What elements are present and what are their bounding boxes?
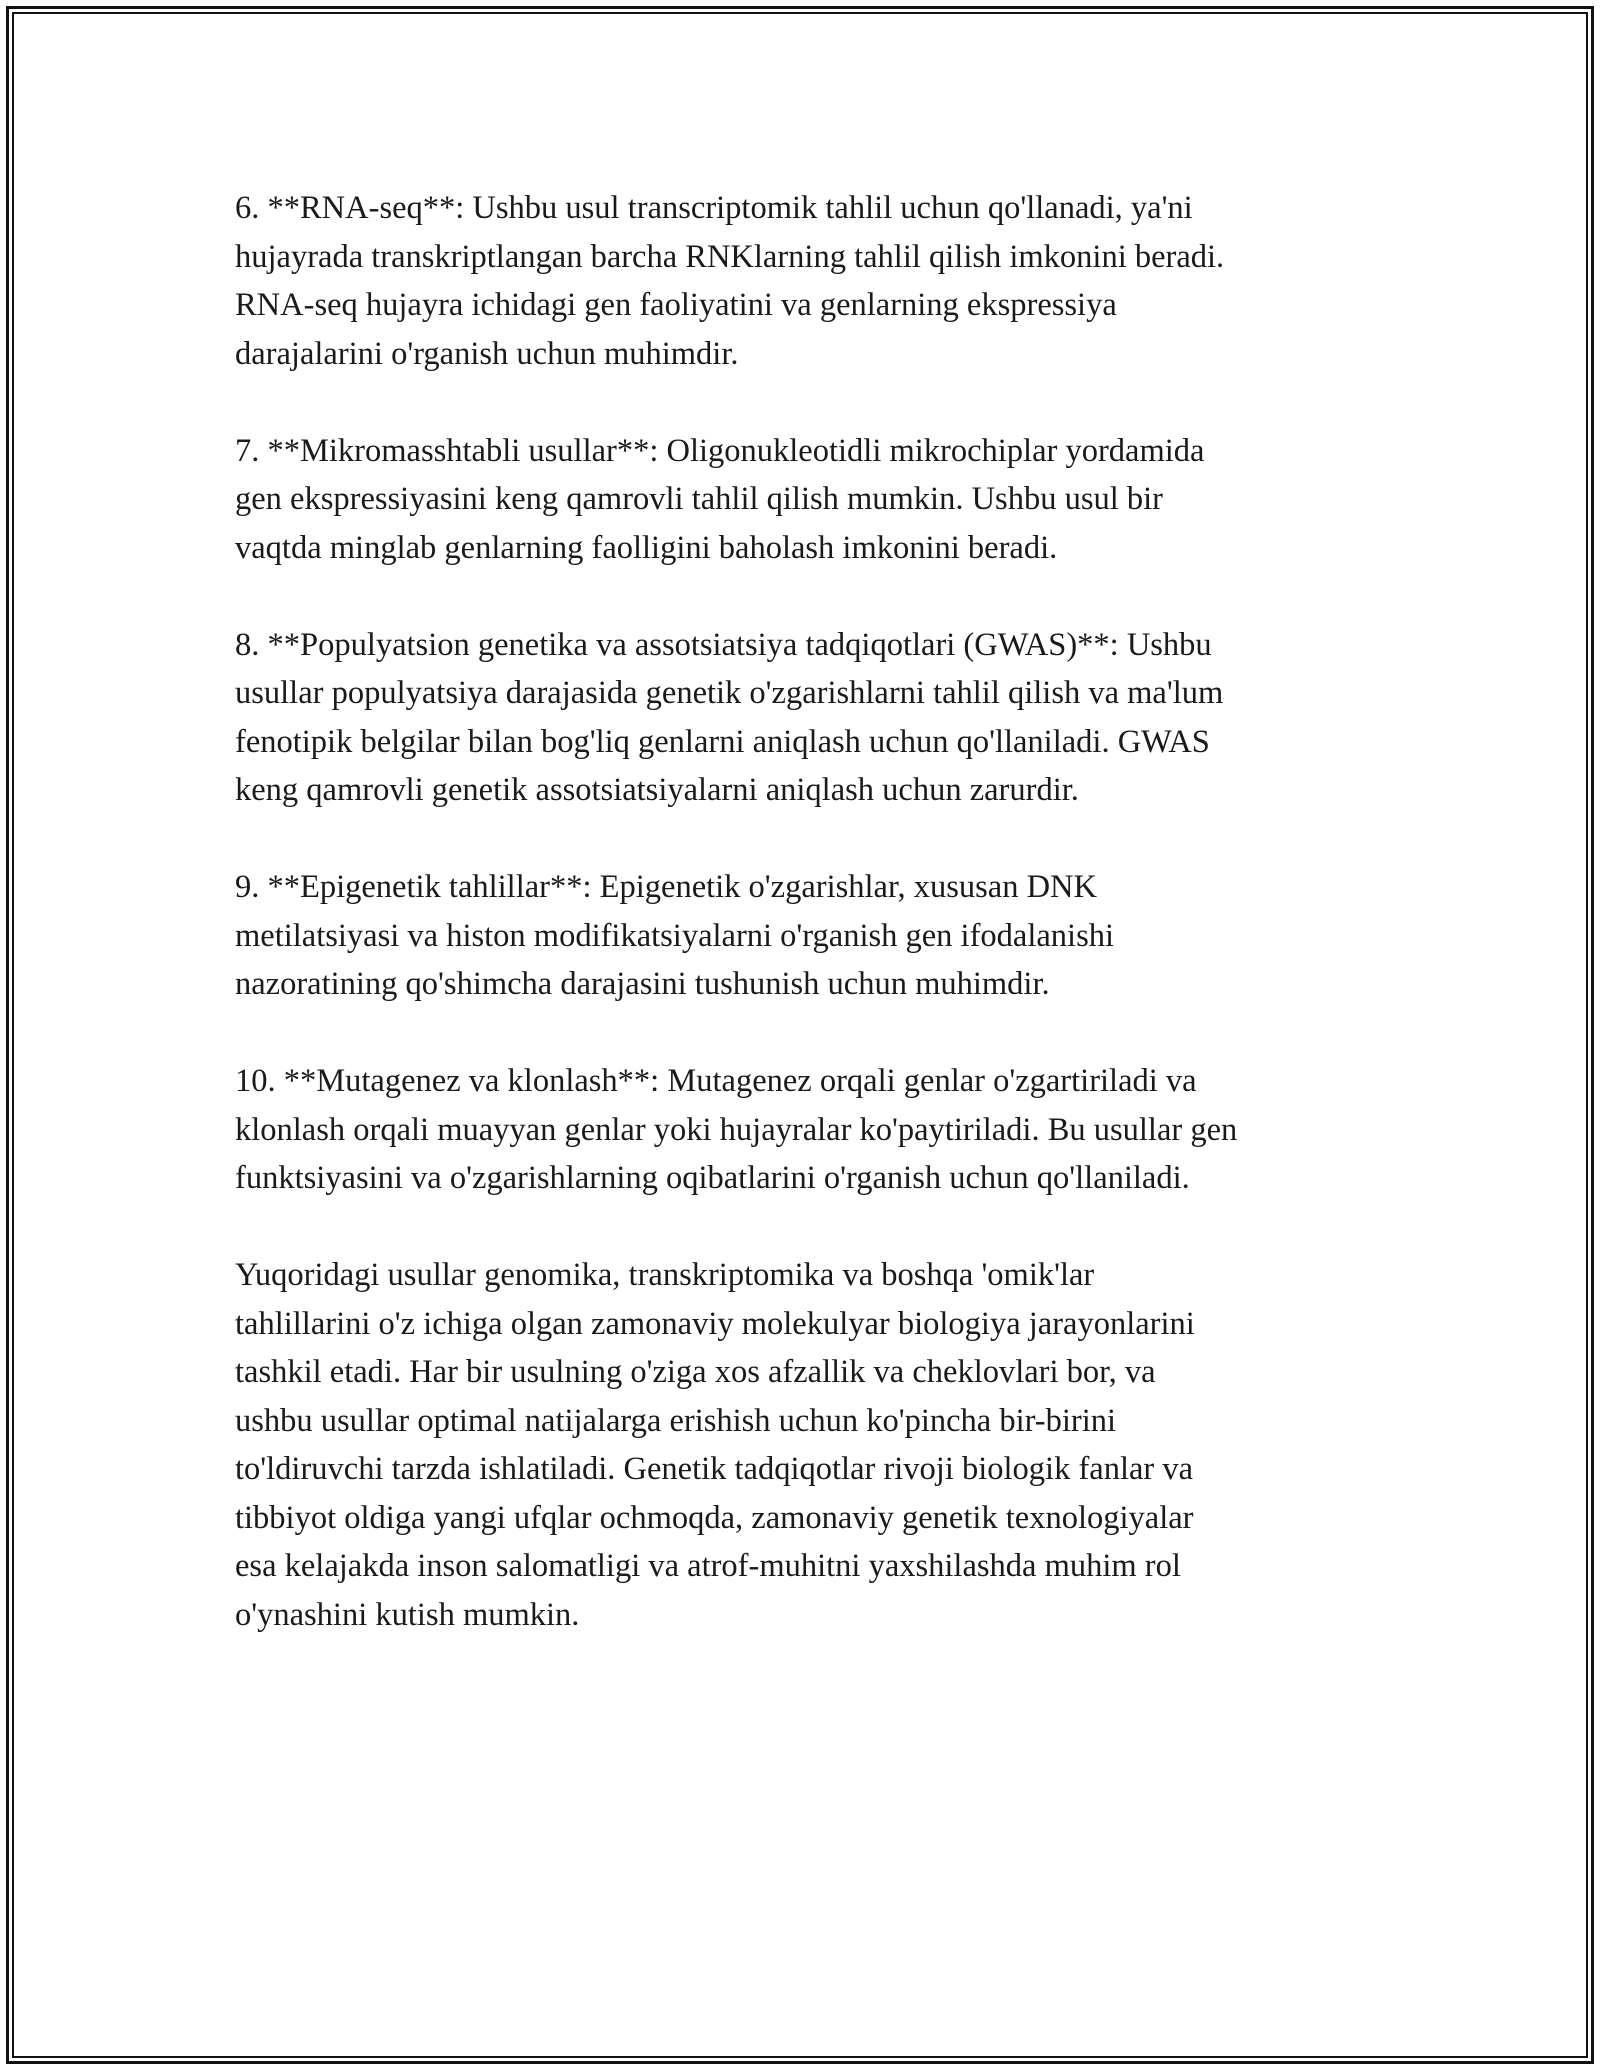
paragraph-gwas: 8. **Populyatsion genetika va assotsiatsiya tadqiqotlari (GWAS)**: Ushbu usullar populyatsiya darajasida genetik o'zgarishlarni tahlil qilish va ma'lum fenotipik belgilar bilan bog'liq genlarni aniqlash uchun qo'llaniladi. GWAS keng qamrovli genetik assotsiatsiyalarni aniqlash uchun zarurdir.	[235, 626, 1224, 808]
paragraph-conclusion: Yuqoridagi usullar genomika, transkriptomika va boshqa 'omik'lar tahlillarini o'z ichiga olgan zamonaviy molekulyar biologiya jarayonlarini tashkil etadi. Har bir usulning o'ziga xos afzallik va cheklovlari bor, va ushbu usullar optimal natijalarga erishish uchun ko'pincha bir-birini to'ldiruvchi tarzda ishlatiladi. Genetik tadqiqotlar rivoji biologik fanlar va tibbiyot oldiga yangi ufqlar ochmoqda, zamonaviy genetik texnologiyalar esa kelajakda inson salomatligi va atrof-muhitni yaxshilashda muhim rol o'ynashini kutish mumkin.	[235, 1257, 1195, 1633]
paragraph-microarray-methods: 7. **Mikromasshtabli usullar**: Oligonukleotidli mikrochiplar yordamida gen ekspressiyasini keng qamrovli tahlil qilish mumkin. Ushbu usul bir vaqtda minglab genlarning faolligini baholash imkonini beradi.	[235, 432, 1205, 566]
paragraph-rna-seq: 6. **RNA-seq**: Ushbu usul transcriptomik tahlil uchun qo'llanadi, ya'ni hujayrada transkriptlangan barcha RNKlarning tahlil qilish imkonini beradi. RNA-seq hujayra ichidagi gen faoliyatini va genlarning ekspressiya darajalarini o'rganish uchun muhimdir.	[235, 190, 1225, 372]
paragraph-epigenetic-analysis: 9. **Epigenetik tahlillar**: Epigenetik o'zgarishlar, xususan DNK metilatsiyasi va histon modifikatsiyalarni o'rganish gen ifodalanishi nazoratining qo'shimcha darajasini tushunish uchun muhimdir.	[235, 869, 1114, 1002]
document-body	[235, 184, 1395, 1639]
paragraph-mutagenesis-cloning: 10. **Mutagenez va klonlash**: Mutagenez orqali genlar o'zgartiriladi va klonlash orqali muayyan genlar yoki hujayralar ko'paytiriladi. Bu usullar gen funktsiyasini va o'zgarishlarning oqibatlarini o'rganish uchun qo'llaniladi.	[235, 1063, 1238, 1196]
